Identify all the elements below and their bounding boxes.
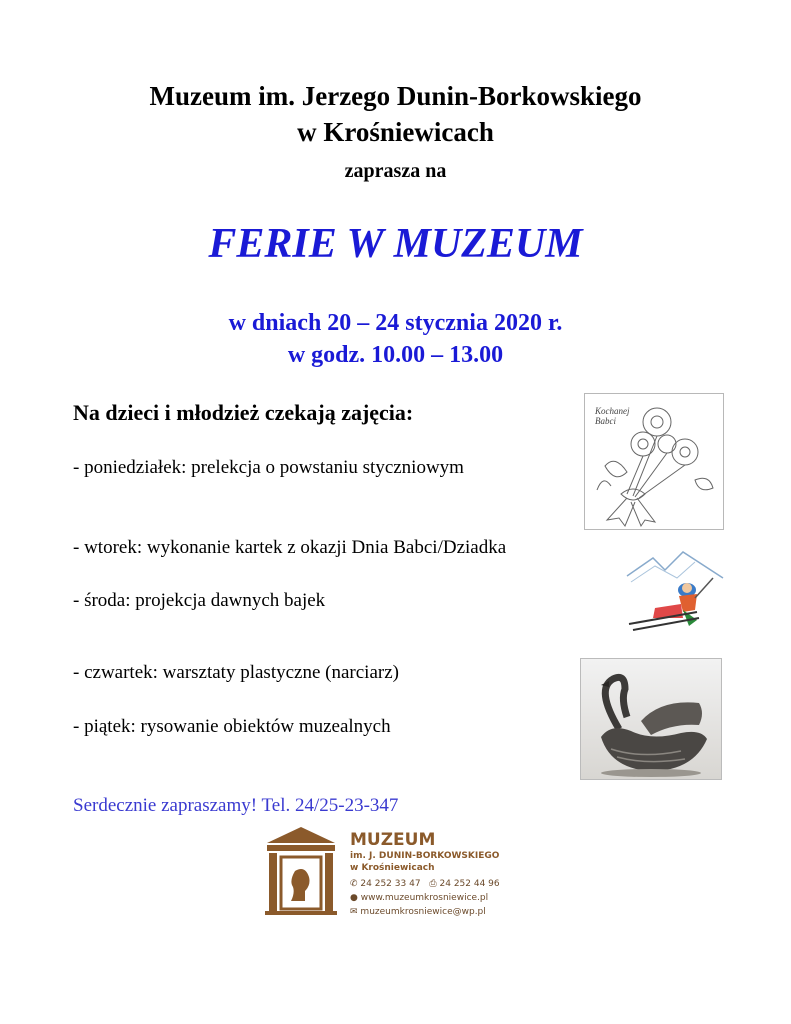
event-dates: w dniach 20 – 24 stycznia 2020 r.	[228, 310, 563, 336]
organizer-name: Muzeum im. Jerzego Dunin-Borkowskiego	[149, 81, 642, 111]
program-item-friday: - piątek: rysowanie obiektów muzealnych	[73, 716, 391, 737]
flower-bouquet-drawing	[585, 394, 723, 529]
invitation-text: zaprasza na	[344, 160, 447, 182]
organizer-location: w Krośniewicach	[297, 117, 494, 147]
contact-web: www.muzeumkrosniewice.pl	[360, 893, 489, 903]
program-item-tuesday: - wtorek: wykonanie kartek z okazji Dnia Babci/Dziadka	[73, 537, 507, 558]
card-caption: Kochanej Babci	[595, 406, 630, 426]
event-title: FERIE W MUZEUM	[208, 221, 583, 267]
phone-icon: ✆	[350, 879, 358, 889]
contact-phone: 24 252 33 47	[360, 879, 421, 889]
logo-place: w Krośniewicach	[350, 863, 435, 873]
mail-icon: ✉	[350, 907, 358, 917]
fax-icon: ⎙	[429, 879, 437, 889]
program-item-thursday: - czwartek: warsztaty plastyczne (narciarz)	[73, 662, 399, 683]
contact-web-row	[350, 893, 488, 903]
closing-invitation: Serdecznie zapraszamy! Tel. 24/25-23-347	[73, 795, 399, 816]
event-hours: w godz. 10.00 – 13.00	[287, 342, 504, 368]
globe-icon: ●	[350, 893, 358, 903]
contact-fax: 24 252 44 96	[439, 879, 500, 889]
logo-subtitle: im. J. DUNIN-BORKOWSKIEGO	[350, 851, 500, 861]
contact-email: muzeumkrosniewice@wp.pl	[360, 907, 486, 917]
grandma-card-image	[584, 393, 724, 530]
program-item-monday: - poniedziałek: prelekcja o powstaniu styczniowym	[73, 457, 464, 478]
museum-logo-icon	[265, 825, 337, 915]
swan-sculpture-photo	[580, 658, 722, 780]
program-intro: Na dzieci i młodzież czekają zajęcia:	[73, 400, 414, 425]
logo-name: MUZEUM	[350, 830, 436, 850]
contact-phones	[350, 879, 500, 889]
contact-email-row	[350, 907, 486, 917]
program-item-wednesday: - środa: projekcja dawnych bajek	[73, 590, 326, 611]
skier-image	[625, 548, 725, 640]
